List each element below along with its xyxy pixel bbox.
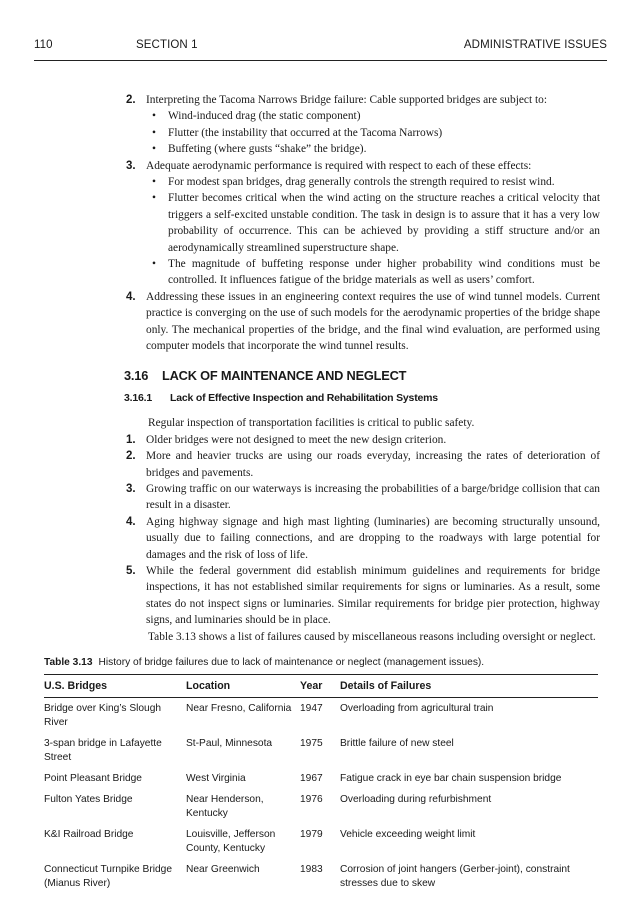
column-header: Details of Failures	[340, 675, 598, 698]
bullet-icon: •	[152, 258, 156, 271]
list-item	[124, 481, 600, 514]
bullet-item	[146, 125, 600, 141]
running-header	[34, 39, 607, 57]
bullet-text: Flutter becomes critical when the wind acting on the structure reaches a critical velocity that triggers a self-excited unstable condition. The task in design is to assure that it has a very low probability of occurrence. This can be achieved by providing a stiff structure and/or an aerodynamically streamlined superstructure shape.	[168, 192, 600, 254]
bullet-icon: •	[152, 126, 156, 139]
table-row	[44, 859, 598, 891]
table-caption	[44, 657, 598, 668]
bullet-item	[146, 190, 600, 256]
item-text: While the federal government did establish minimum guidelines and requirements for bridge inspections, it has not established similar requirements for signs or luminaries. As a result, some states do not inspect signs or luminaries. Similar requirements for bridge pier protection, highway signs, and luminaries should be in place.	[146, 564, 600, 627]
bullet-item	[146, 256, 600, 289]
bullet-item	[146, 108, 600, 124]
list-item	[124, 432, 600, 448]
section-title: LACK OF MAINTENANCE AND NEGLECT	[162, 367, 407, 383]
item-text: Older bridges were not designed to meet the new design criterion.	[146, 433, 447, 446]
table-cell: 1979	[300, 829, 323, 840]
table-cell: 1976	[300, 794, 323, 805]
failures-table	[44, 674, 598, 891]
item-text: Adequate aerodynamic performance is required with respect to each of these effects:	[146, 159, 532, 172]
bullet-icon: •	[152, 110, 156, 123]
body-text	[124, 92, 600, 645]
item-text: More and heavier trucks are using our roads everyday, increasing the rates of deterioration of bridges and pavements.	[146, 450, 600, 479]
bullet-text: For modest span bridges, drag generally controls the strength required to resist wind.	[168, 176, 555, 189]
table-row	[44, 789, 598, 824]
bullet-item	[146, 174, 600, 190]
table-row	[44, 824, 598, 859]
list-item	[124, 563, 600, 629]
table-cell: Near Greenwich	[186, 864, 260, 875]
table-cell: 3-span bridge in Lafayette Street	[44, 738, 162, 763]
bullet-text: Flutter (the instability that occurred at the Tacoma Narrows)	[168, 126, 443, 139]
table-label: Table 3.13	[44, 657, 93, 668]
bullet-icon: •	[152, 143, 156, 156]
section-heading	[124, 368, 600, 384]
table-cell: Fulton Yates Bridge	[44, 794, 133, 805]
item-number: 3.	[126, 482, 136, 495]
subsection-heading	[124, 390, 600, 406]
item-number: 3.	[126, 159, 136, 172]
column-header: U.S. Bridges	[44, 675, 186, 698]
table-cell: K&I Railroad Bridge	[44, 829, 134, 840]
item-text: Interpreting the Tacoma Narrows Bridge failure: Cable supported bridges are subject to:	[146, 94, 548, 106]
table-row	[44, 698, 598, 734]
table-cell: 1983	[300, 864, 323, 875]
list-item	[124, 289, 600, 355]
section-number: 3.16	[124, 367, 149, 383]
table-cell: Vehicle exceeding weight limit	[340, 829, 476, 840]
bullet-item	[146, 141, 600, 157]
list-item	[124, 158, 600, 174]
table-cell: Near Henderson, Kentucky	[186, 794, 264, 819]
table-row	[44, 768, 598, 789]
table-cell: Fatigue crack in eye bar chain suspension bridge	[340, 773, 562, 784]
table-3-13	[44, 657, 598, 891]
table-cell: Brittle failure of new steel	[340, 738, 454, 749]
list-item	[124, 514, 600, 563]
column-header: Location	[186, 675, 300, 698]
header-rule	[34, 60, 607, 61]
bullet-text: Wind-induced drag (the static component)	[168, 110, 361, 123]
bullet-icon: •	[152, 176, 156, 189]
subsection-number: 3.16.1	[124, 391, 152, 404]
table-cell: St-Paul, Minnesota	[186, 738, 273, 749]
table-cell: West Virginia	[186, 773, 246, 784]
table-cell: Point Pleasant Bridge	[44, 773, 142, 784]
bullet-text: Buffeting (where gusts “shake” the bridge).	[168, 143, 367, 156]
list-item	[124, 92, 600, 108]
closing-paragraph: Table 3.13 shows a list of failures caused by miscellaneous reasons including oversight or neglect.	[148, 630, 596, 643]
table-cell: Overloading during refurbishment	[340, 794, 492, 805]
intro-paragraph: Regular inspection of transportation facilities is critical to public safety.	[148, 417, 475, 430]
item-number: 4.	[126, 290, 136, 303]
table-cell: 1947	[300, 703, 323, 714]
item-number: 1.	[126, 433, 136, 446]
table-cell: Near Fresno, California	[186, 703, 292, 714]
item-number: 2.	[126, 450, 136, 463]
table-caption-text: History of bridge failures due to lack of maintenance or neglect (management issues).	[98, 657, 485, 668]
table-header-row	[44, 675, 598, 698]
subsection-title: Lack of Effective Inspection and Rehabilitation Systems	[170, 391, 438, 404]
table-cell: Corrosion of joint hangers (Gerber-joint), constraint stresses due to skew	[340, 864, 570, 889]
table-row	[44, 733, 598, 768]
section-label: SECTION 1	[136, 39, 198, 51]
table-cell: Louisville, Jefferson County, Kentucky	[186, 829, 276, 854]
running-title: ADMINISTRATIVE ISSUES	[463, 39, 607, 51]
item-number: 5.	[126, 564, 136, 577]
list-item	[124, 448, 600, 481]
bullet-text: The magnitude of buffeting response under higher probability wind conditions must be controlled. It influences fatigue of the bridge materials as well as users’ comfort.	[168, 258, 600, 287]
table-cell: 1967	[300, 773, 323, 784]
bullet-icon: •	[152, 192, 156, 205]
table-cell: 1975	[300, 738, 323, 749]
item-text: Aging highway signage and high mast lighting (luminaries) are becoming structurally unsound, usually due to failing connections, and are dropping to the roadways with large potential for damages and the risk of loss of life.	[146, 515, 600, 561]
table-cell: Overloading from agricultural train	[340, 703, 494, 714]
table-cell: Bridge over King’s Slough River	[44, 703, 162, 728]
item-number: 4.	[126, 515, 136, 528]
table-cell: Connecticut Turnpike Bridge (Mianus River)	[44, 864, 172, 889]
page-number: 110	[34, 39, 53, 51]
item-text: Growing traffic on our waterways is increasing the probabilities of a barge/bridge collision that can result in a disaster.	[146, 482, 600, 512]
item-number: 2.	[126, 94, 136, 106]
column-header: Year	[300, 675, 340, 698]
item-text: Addressing these issues in an engineering context requires the use of wind tunnel models. Current practice is converging on the use of such models for the aerodynamic properties of the bridge shape only. The mechanical properties of the bridge, and the final wind evaluation, are performed using computer models that incorporate the wind tunnel results.	[146, 290, 601, 353]
